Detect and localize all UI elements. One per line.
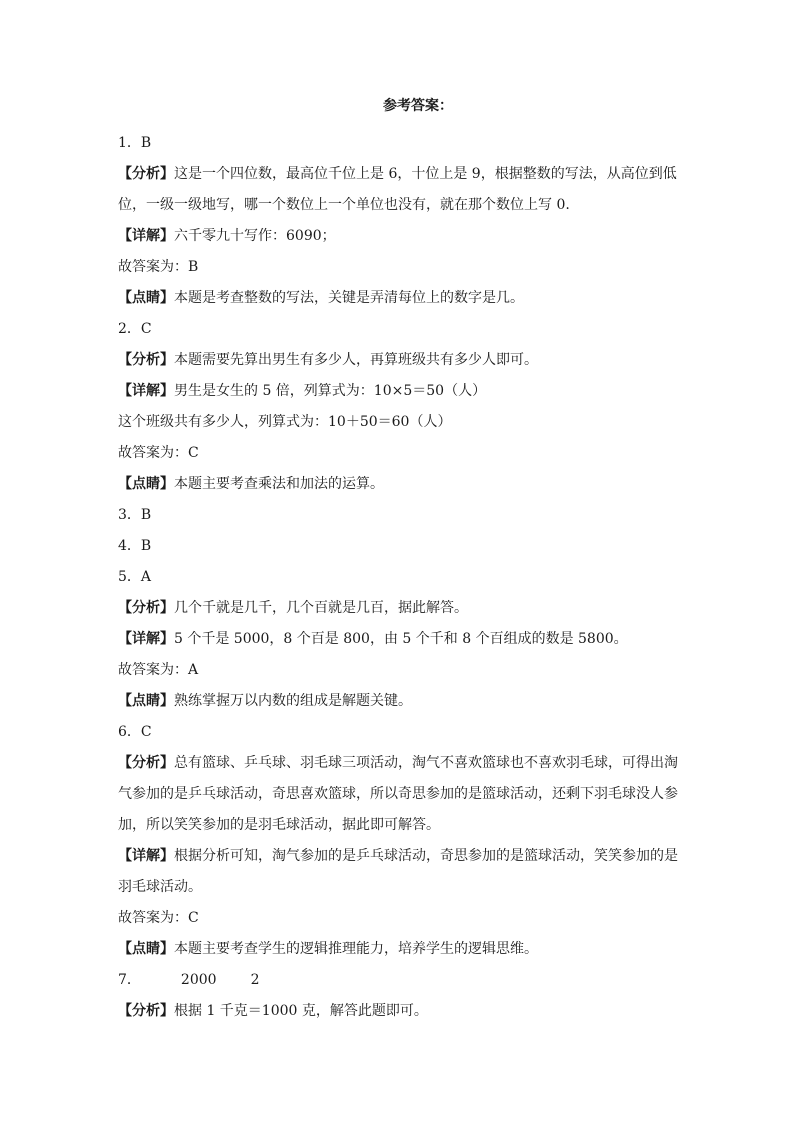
q2-detail-text: 男生是女生的 5 倍，列算式为：10×5＝50（人） (174, 383, 487, 399)
comment-tag: 【点睛】 (118, 290, 174, 306)
q5-answer: 故答案为：A (118, 662, 199, 678)
q6-answer: 故答案为：C (118, 910, 199, 926)
q7-number: 7． (118, 972, 141, 988)
q5-comment-text: 熟练掌握万以内数的组成是解题关键。 (174, 693, 412, 709)
q7-analysis (118, 996, 678, 1027)
q2-detail-line-2: 这个班级共有多少人，列算式为：10＋50＝60（人） (118, 414, 452, 430)
q1-number: 1．B (118, 135, 152, 151)
q1-comment (118, 283, 678, 314)
answer-sheet (118, 96, 678, 1027)
analysis-tag: 【分析】 (118, 1003, 174, 1019)
detail-tag: 【详解】 (118, 228, 174, 244)
q1-detail-text: 六千零九十写作：6090； (174, 228, 336, 244)
q6-comment-text: 本题主要考查学生的逻辑推理能力，培养学生的逻辑思维。 (174, 941, 538, 957)
q1-comment-text: 本题是考查整数的写法，关键是弄清每位上的数字是几。 (174, 290, 524, 306)
q2-comment-text: 本题主要考查乘法和加法的运算。 (174, 476, 384, 492)
comment-tag: 【点睛】 (118, 693, 174, 709)
q4-number: 4．B (118, 538, 152, 554)
q7-blank-1: 2000 (180, 972, 217, 988)
q1-answer: 故答案为：B (118, 259, 199, 275)
q6-detail-text-1: 根据分析可知，淘气参加的是乒乓球活动，奇思参加的是篮球活动，笑笑参加的是 (174, 848, 678, 864)
q7-analysis-text: 根据 1 千克＝1000 克，解答此题即可。 (174, 1003, 428, 1019)
q6-analysis-text-1: 总有篮球、乒乓球、羽毛球三项活动，淘气不喜欢篮球也不喜欢羽毛球，可得出淘 (174, 755, 678, 771)
analysis-tag: 【分析】 (118, 600, 174, 616)
q1-analysis-text-1: 这是一个四位数，最高位千位上是 6，十位上是 9，根据整数的写法，从高位到低 (174, 166, 677, 182)
q6-analysis-line-1 (118, 748, 678, 779)
detail-tag: 【详解】 (118, 848, 174, 864)
q5-number: 5．A (118, 569, 152, 585)
q2-answer: 故答案为：C (118, 445, 199, 461)
q2-analysis-text: 本题需要先算出男生有多少人，再算班级共有多少人即可。 (174, 352, 538, 368)
q6-detail-line-1 (118, 841, 678, 872)
q6-analysis-line-3: 加，所以笑笑参加的是羽毛球活动，据此即可解答。 (118, 817, 440, 833)
q5-comment (118, 686, 678, 717)
q6-comment (118, 934, 678, 965)
q6-number: 6．C (118, 724, 152, 740)
q2-detail (118, 376, 678, 407)
q5-analysis-text: 几个千就是几千，几个百就是几百，据此解答。 (174, 600, 468, 616)
q1-analysis-line-1 (118, 159, 678, 190)
analysis-tag: 【分析】 (118, 755, 174, 771)
q6-detail-line-2: 羽毛球活动。 (118, 879, 202, 895)
detail-tag: 【详解】 (118, 631, 174, 647)
analysis-tag: 【分析】 (118, 352, 174, 368)
detail-tag: 【详解】 (118, 383, 174, 399)
q7-answer-line (118, 965, 678, 996)
q7-blank-2: 2 (250, 972, 260, 988)
q1-analysis-line-2: 位，一级一级地写，哪一个数位上一个单位也没有，就在那个数位上写 0. (118, 197, 570, 213)
q5-detail (118, 624, 678, 655)
q1-detail (118, 221, 678, 252)
page-title: 参考答案： (383, 98, 453, 114)
comment-tag: 【点睛】 (118, 941, 174, 957)
q2-number: 2．C (118, 321, 152, 337)
q6-analysis-line-2: 气参加的是乒乓球活动，奇思喜欢篮球，所以奇思参加的是篮球活动，还剩下羽毛球没人参 (118, 786, 678, 802)
comment-tag: 【点睛】 (118, 476, 174, 492)
analysis-tag: 【分析】 (118, 166, 174, 182)
q5-analysis (118, 593, 678, 624)
q3-number: 3．B (118, 507, 152, 523)
q5-detail-text: 5 个千是 5000，8 个百是 800，由 5 个千和 8 个百组成的数是 5800。 (174, 631, 628, 647)
q2-comment (118, 469, 678, 500)
q2-analysis (118, 345, 678, 376)
